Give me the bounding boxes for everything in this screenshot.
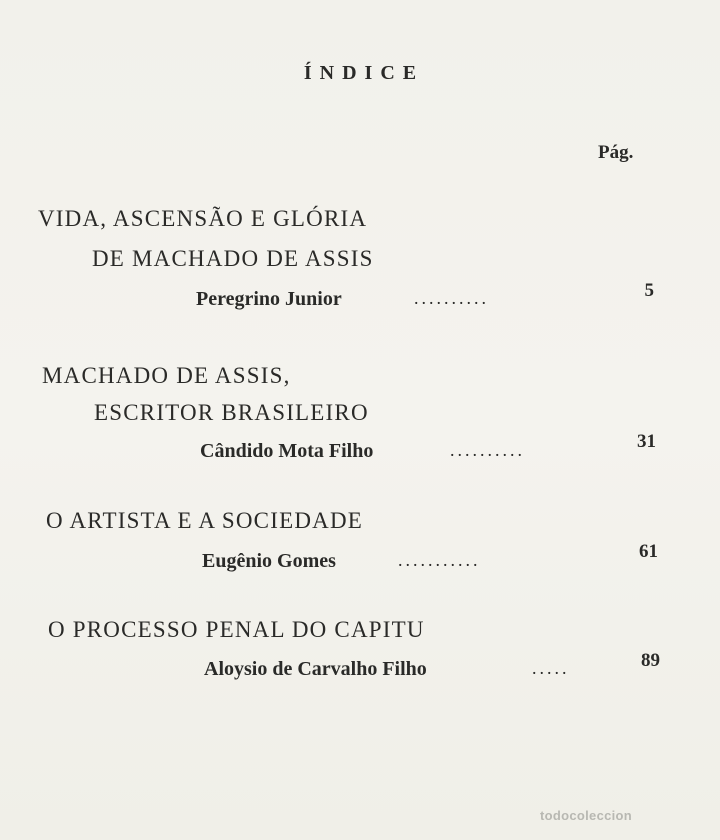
entry-2-author: Cândido Mota Filho	[200, 440, 374, 462]
watermark-text: todocoleccion	[540, 808, 633, 823]
entry-4-page-number: 89	[641, 650, 660, 671]
entry-1-page-number: 5	[644, 280, 654, 301]
entry-4-leader-dots: .....	[532, 658, 570, 678]
entry-4-title-line-1: O PROCESSO PENAL DO CAPITU	[48, 617, 425, 642]
entry-3-title-line-1: O ARTISTA E A SOCIEDADE	[46, 508, 364, 533]
entry-3-page-number: 61	[639, 541, 658, 562]
entry-1-title-line-1: VIDA, ASCENSÃO E GLÓRIA	[38, 206, 368, 231]
watermark-logo	[540, 808, 632, 823]
page-column-label: Pág.	[598, 142, 634, 163]
entry-2-title-line-2: ESCRITOR BRASILEIRO	[94, 400, 369, 425]
entry-4-author: Aloysio de Carvalho Filho	[204, 658, 427, 680]
entry-1-author: Peregrino Junior	[196, 288, 342, 310]
entry-2-title-line-1: MACHADO DE ASSIS,	[42, 363, 291, 388]
entry-1-leader-dots: ..........	[414, 288, 489, 308]
entry-3-author: Eugênio Gomes	[202, 550, 336, 572]
entry-2-leader-dots: ..........	[450, 440, 525, 460]
page-heading: ÍNDICE	[303, 62, 425, 84]
entry-3-leader-dots: ...........	[398, 550, 481, 570]
entry-1-title-line-2: DE MACHADO DE ASSIS	[92, 246, 374, 271]
entry-2-page-number: 31	[637, 431, 656, 452]
